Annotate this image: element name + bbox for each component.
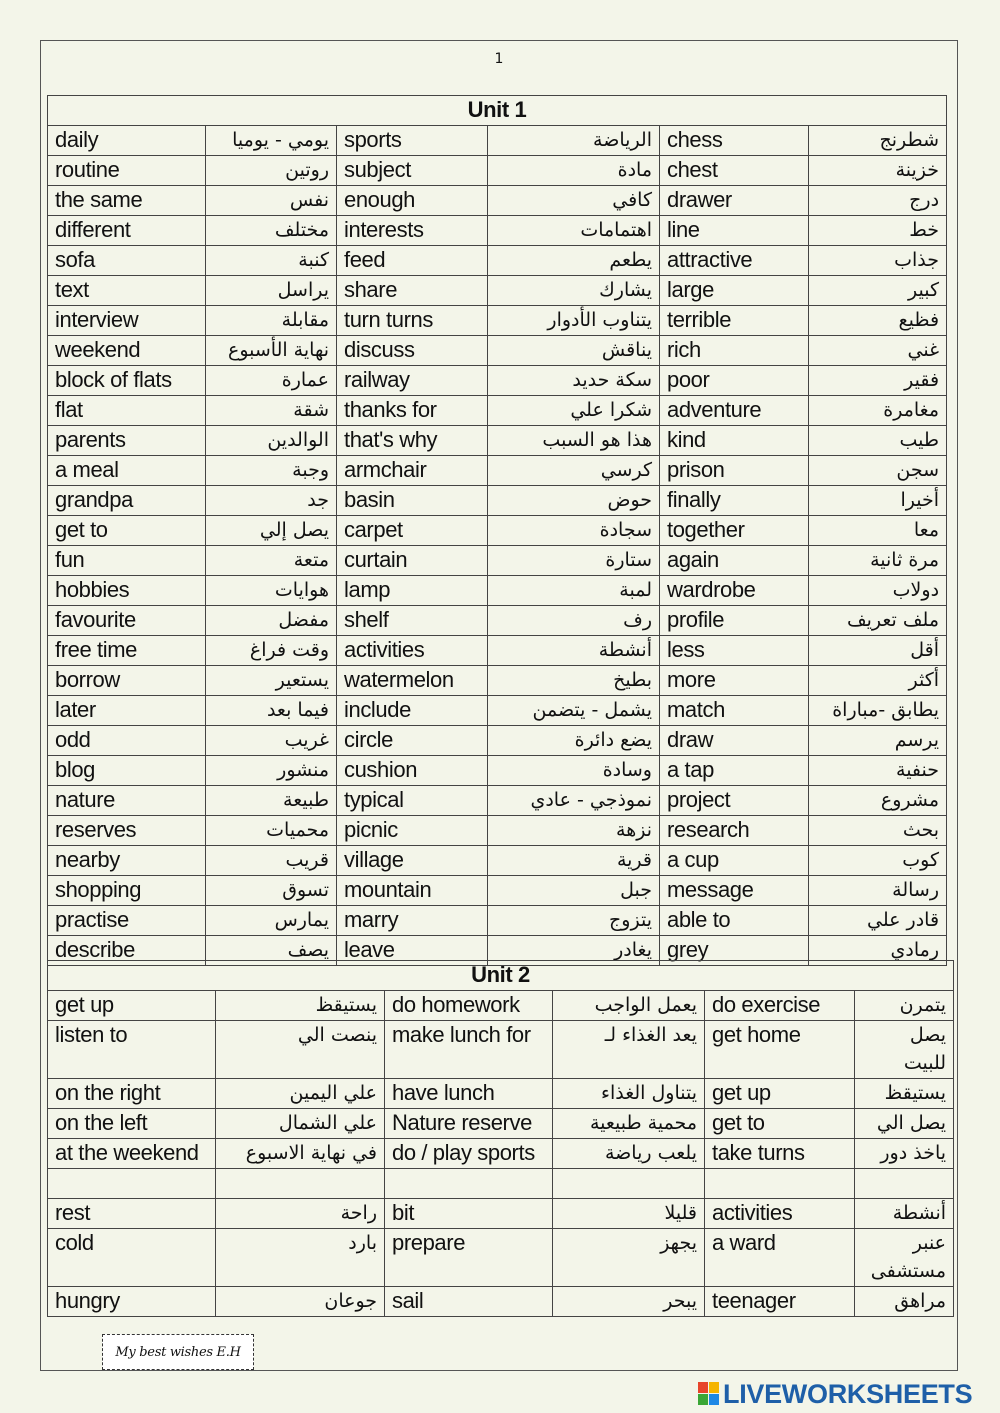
english-word-cell: picnic xyxy=(337,816,488,846)
vocab-row xyxy=(48,366,947,396)
english-word-cell: match xyxy=(660,696,809,726)
arabic-translation-cell: مغامرة xyxy=(809,396,947,426)
english-word-cell: on the left xyxy=(48,1109,216,1139)
english-word-cell: adventure xyxy=(660,396,809,426)
arabic-translation-cell: راحة xyxy=(216,1199,385,1229)
arabic-translation-cell: الرياضة xyxy=(488,126,660,156)
arabic-translation-cell: قريب xyxy=(206,846,337,876)
english-word-cell: nearby xyxy=(48,846,206,876)
vocab-row xyxy=(48,906,947,936)
english-word-cell: include xyxy=(337,696,488,726)
liveworksheets-logo-icon xyxy=(698,1382,720,1406)
english-word-cell: that's why xyxy=(337,426,488,456)
english-word-cell: daily xyxy=(48,126,206,156)
english-word-cell: subject xyxy=(337,156,488,186)
arabic-translation-cell: مراهق xyxy=(855,1287,954,1317)
english-word-cell: odd xyxy=(48,726,206,756)
english-word-cell: typical xyxy=(337,786,488,816)
english-word-cell: prison xyxy=(660,456,809,486)
english-word-cell: leave xyxy=(337,936,488,966)
english-word-cell: sail xyxy=(385,1287,553,1317)
english-word-cell: on the right xyxy=(48,1079,216,1109)
vocab-row xyxy=(48,1109,954,1139)
arabic-translation-cell: بطيخ xyxy=(488,666,660,696)
arabic-translation-cell: يعد الغذاء لـ xyxy=(553,1021,705,1079)
english-word-cell: interview xyxy=(48,306,206,336)
arabic-translation-cell: كنبة xyxy=(206,246,337,276)
arabic-translation-cell: كافي xyxy=(488,186,660,216)
arabic-translation-cell: شكرا علي xyxy=(488,396,660,426)
english-word-cell: line xyxy=(660,216,809,246)
english-word-cell: project xyxy=(660,786,809,816)
english-word-cell: a meal xyxy=(48,456,206,486)
vocab-row xyxy=(48,486,947,516)
english-word-cell: again xyxy=(660,546,809,576)
arabic-translation-cell: غني xyxy=(809,336,947,366)
arabic-translation-cell: بارد xyxy=(216,1229,385,1287)
english-word-cell: draw xyxy=(660,726,809,756)
english-word-cell: village xyxy=(337,846,488,876)
arabic-translation-cell: محمية طبيعية xyxy=(553,1109,705,1139)
vocab-row xyxy=(48,1229,954,1287)
unit1-title: Unit 1 xyxy=(48,96,947,126)
arabic-translation-cell: شقة xyxy=(206,396,337,426)
arabic-translation-cell: فيما بعد xyxy=(206,696,337,726)
arabic-translation-cell: سكة حديد xyxy=(488,366,660,396)
english-word-cell: marry xyxy=(337,906,488,936)
arabic-translation-cell: قليلا xyxy=(553,1199,705,1229)
unit2-vocab-table xyxy=(47,960,954,1317)
arabic-translation-cell: غريب xyxy=(206,726,337,756)
english-word-cell: together xyxy=(660,516,809,546)
english-word-cell: attractive xyxy=(660,246,809,276)
english-word-cell xyxy=(705,1169,855,1199)
english-word-cell: interests xyxy=(337,216,488,246)
logo-square-2 xyxy=(709,1382,719,1393)
arabic-translation-cell xyxy=(855,1169,954,1199)
english-word-cell: lamp xyxy=(337,576,488,606)
logo-square-4 xyxy=(709,1394,719,1405)
vocab-row xyxy=(48,636,947,666)
vocab-row xyxy=(48,666,947,696)
english-word-cell: drawer xyxy=(660,186,809,216)
english-word-cell: cushion xyxy=(337,756,488,786)
logo-square-3 xyxy=(698,1394,708,1405)
arabic-translation-cell: يمارس xyxy=(206,906,337,936)
english-word-cell: the same xyxy=(48,186,206,216)
english-word-cell: parents xyxy=(48,426,206,456)
english-word-cell: rich xyxy=(660,336,809,366)
english-word-cell: do homework xyxy=(385,991,553,1021)
page-number: 1 xyxy=(494,51,504,67)
english-word-cell: fun xyxy=(48,546,206,576)
arabic-translation-cell: طبيعة xyxy=(206,786,337,816)
english-word-cell: block of flats xyxy=(48,366,206,396)
english-word-cell: mountain xyxy=(337,876,488,906)
arabic-translation-cell: أكثر xyxy=(809,666,947,696)
arabic-translation-cell: كوب xyxy=(809,846,947,876)
arabic-translation-cell: يتمرن xyxy=(855,991,954,1021)
english-word-cell: share xyxy=(337,276,488,306)
arabic-translation-cell: هوايات xyxy=(206,576,337,606)
arabic-translation-cell: يطعم xyxy=(488,246,660,276)
english-word-cell: basin xyxy=(337,486,488,516)
arabic-translation-cell: علي اليمين xyxy=(216,1079,385,1109)
english-word-cell: get to xyxy=(705,1109,855,1139)
english-word-cell: discuss xyxy=(337,336,488,366)
arabic-translation-cell: يعمل الواجب xyxy=(553,991,705,1021)
logo-square-1 xyxy=(698,1382,708,1393)
english-word-cell: flat xyxy=(48,396,206,426)
english-word-cell: hungry xyxy=(48,1287,216,1317)
arabic-translation-cell: مختلف xyxy=(206,216,337,246)
arabic-translation-cell: وسادة xyxy=(488,756,660,786)
english-word-cell: listen to xyxy=(48,1021,216,1079)
arabic-translation-cell: يشارك xyxy=(488,276,660,306)
english-word-cell: feed xyxy=(337,246,488,276)
english-word-cell: terrible xyxy=(660,306,809,336)
arabic-translation-cell: طيب xyxy=(809,426,947,456)
arabic-translation-cell: يومي - يوميا xyxy=(206,126,337,156)
arabic-translation-cell: جبل xyxy=(488,876,660,906)
arabic-translation-cell: يصل للبيت xyxy=(855,1021,954,1079)
arabic-translation-cell: كرسي xyxy=(488,456,660,486)
arabic-translation-cell: حوض xyxy=(488,486,660,516)
english-word-cell: turn turns xyxy=(337,306,488,336)
arabic-translation-cell: نفس xyxy=(206,186,337,216)
vocab-row xyxy=(48,276,947,306)
unit1-vocab-table xyxy=(47,95,947,966)
arabic-translation-cell: نموذجي - عادي xyxy=(488,786,660,816)
vocab-row xyxy=(48,576,947,606)
vocab-row xyxy=(48,991,954,1021)
english-word-cell: watermelon xyxy=(337,666,488,696)
english-word-cell: hobbies xyxy=(48,576,206,606)
arabic-translation-cell: بحث xyxy=(809,816,947,846)
arabic-translation-cell: فقير xyxy=(809,366,947,396)
arabic-translation-cell: معا xyxy=(809,516,947,546)
vocab-row xyxy=(48,246,947,276)
english-word-cell: message xyxy=(660,876,809,906)
english-word-cell: finally xyxy=(660,486,809,516)
vocab-row xyxy=(48,516,947,546)
english-word-cell: research xyxy=(660,816,809,846)
english-word-cell: wardrobe xyxy=(660,576,809,606)
arabic-translation-cell: دولاب xyxy=(809,576,947,606)
english-word-cell: able to xyxy=(660,906,809,936)
arabic-translation-cell: حنفية xyxy=(809,756,947,786)
vocab-row xyxy=(48,546,947,576)
arabic-translation-cell: رسالة xyxy=(809,876,947,906)
english-word-cell: bit xyxy=(385,1199,553,1229)
english-word-cell: teenager xyxy=(705,1287,855,1317)
arabic-translation-cell: يطابق -مباراة xyxy=(809,696,947,726)
english-word-cell: a cup xyxy=(660,846,809,876)
english-word-cell: free time xyxy=(48,636,206,666)
arabic-translation-cell: يرسم xyxy=(809,726,947,756)
english-word-cell: different xyxy=(48,216,206,246)
arabic-translation-cell: رمادي xyxy=(809,936,947,966)
arabic-translation-cell: جد xyxy=(206,486,337,516)
arabic-translation-cell: في نهاية الاسبوع xyxy=(216,1139,385,1169)
arabic-translation-cell: يستعير xyxy=(206,666,337,696)
vocab-row xyxy=(48,156,947,186)
arabic-translation-cell: وجبة xyxy=(206,456,337,486)
english-word-cell: grey xyxy=(660,936,809,966)
english-word-cell xyxy=(48,1169,216,1199)
english-word-cell: less xyxy=(660,636,809,666)
english-word-cell: chess xyxy=(660,126,809,156)
english-word-cell: railway xyxy=(337,366,488,396)
arabic-translation-cell: جذاب xyxy=(809,246,947,276)
english-word-cell: curtain xyxy=(337,546,488,576)
arabic-translation-cell: رف xyxy=(488,606,660,636)
english-word-cell: get up xyxy=(705,1079,855,1109)
arabic-translation-cell: يضع دائرة xyxy=(488,726,660,756)
english-word-cell: get home xyxy=(705,1021,855,1079)
arabic-translation-cell: محميات xyxy=(206,816,337,846)
vocab-row xyxy=(48,186,947,216)
english-word-cell: have lunch xyxy=(385,1079,553,1109)
arabic-translation-cell: عمارة xyxy=(206,366,337,396)
english-word-cell: shopping xyxy=(48,876,206,906)
vocab-row xyxy=(48,726,947,756)
arabic-translation-cell: يصل الي xyxy=(855,1109,954,1139)
english-word-cell xyxy=(385,1169,553,1199)
arabic-translation-cell xyxy=(553,1169,705,1199)
vocab-row xyxy=(48,426,947,456)
arabic-translation-cell: قرية xyxy=(488,846,660,876)
english-word-cell: grandpa xyxy=(48,486,206,516)
arabic-translation-cell: منشور xyxy=(206,756,337,786)
vocab-row xyxy=(48,1287,954,1317)
arabic-translation-cell: وقت فراغ xyxy=(206,636,337,666)
english-word-cell: later xyxy=(48,696,206,726)
vocab-row xyxy=(48,306,947,336)
arabic-translation-cell: أخيرا xyxy=(809,486,947,516)
arabic-translation-cell: مرة ثانية xyxy=(809,546,947,576)
arabic-translation-cell: ستارة xyxy=(488,546,660,576)
english-word-cell: enough xyxy=(337,186,488,216)
arabic-translation-cell: مشروع xyxy=(809,786,947,816)
english-word-cell: kind xyxy=(660,426,809,456)
vocab-row xyxy=(48,1139,954,1169)
vocab-row xyxy=(48,1021,954,1079)
vocab-row xyxy=(48,696,947,726)
arabic-translation-cell: لمبة xyxy=(488,576,660,606)
arabic-translation-cell: فظيع xyxy=(809,306,947,336)
vocab-row xyxy=(48,786,947,816)
english-word-cell: activities xyxy=(705,1199,855,1229)
english-word-cell: practise xyxy=(48,906,206,936)
vocab-row xyxy=(48,606,947,636)
english-word-cell: armchair xyxy=(337,456,488,486)
arabic-translation-cell: أنشطة xyxy=(488,636,660,666)
arabic-translation-cell: علي الشمال xyxy=(216,1109,385,1139)
arabic-translation-cell: سجادة xyxy=(488,516,660,546)
english-word-cell: weekend xyxy=(48,336,206,366)
arabic-translation-cell: جوعان xyxy=(216,1287,385,1317)
english-word-cell: nature xyxy=(48,786,206,816)
english-word-cell: shelf xyxy=(337,606,488,636)
vocab-row xyxy=(48,1169,954,1199)
worksheet-page xyxy=(40,40,958,1371)
arabic-translation-cell xyxy=(216,1169,385,1199)
arabic-translation-cell: يراسل xyxy=(206,276,337,306)
arabic-translation-cell: مقابلة xyxy=(206,306,337,336)
english-word-cell: get up xyxy=(48,991,216,1021)
arabic-translation-cell: يستيقظ xyxy=(216,991,385,1021)
english-word-cell: a tap xyxy=(660,756,809,786)
arabic-translation-cell: قادر علي xyxy=(809,906,947,936)
english-word-cell: routine xyxy=(48,156,206,186)
arabic-translation-cell: نزهة xyxy=(488,816,660,846)
signature-stamp: My best wishes E.H xyxy=(102,1334,254,1370)
english-word-cell: thanks for xyxy=(337,396,488,426)
english-word-cell: do exercise xyxy=(705,991,855,1021)
arabic-translation-cell: نهاية الأسبوع xyxy=(206,336,337,366)
english-word-cell: favourite xyxy=(48,606,206,636)
arabic-translation-cell: اهتمامات xyxy=(488,216,660,246)
arabic-translation-cell: يصف xyxy=(206,936,337,966)
arabic-translation-cell: مادة xyxy=(488,156,660,186)
english-word-cell: circle xyxy=(337,726,488,756)
arabic-translation-cell: يتزوج xyxy=(488,906,660,936)
arabic-translation-cell: يشمل - يتضمن xyxy=(488,696,660,726)
english-word-cell: activities xyxy=(337,636,488,666)
english-word-cell: prepare xyxy=(385,1229,553,1287)
arabic-translation-cell: عنبر مستشفى xyxy=(855,1229,954,1287)
arabic-translation-cell: يصل إلي xyxy=(206,516,337,546)
arabic-translation-cell: شطرنج xyxy=(809,126,947,156)
unit2-title: Unit 2 xyxy=(48,961,954,991)
english-word-cell: get to xyxy=(48,516,206,546)
arabic-translation-cell: خزينة xyxy=(809,156,947,186)
english-word-cell: text xyxy=(48,276,206,306)
english-word-cell: poor xyxy=(660,366,809,396)
english-word-cell: large xyxy=(660,276,809,306)
english-word-cell: a ward xyxy=(705,1229,855,1287)
arabic-translation-cell: هذا هو السبب xyxy=(488,426,660,456)
arabic-translation-cell: يلعب رياضة xyxy=(553,1139,705,1169)
vocab-row xyxy=(48,876,947,906)
arabic-translation-cell: الوالدين xyxy=(206,426,337,456)
arabic-translation-cell: سجن xyxy=(809,456,947,486)
english-word-cell: profile xyxy=(660,606,809,636)
english-word-cell: blog xyxy=(48,756,206,786)
vocab-row xyxy=(48,756,947,786)
english-word-cell: carpet xyxy=(337,516,488,546)
english-word-cell: make lunch for xyxy=(385,1021,553,1079)
vocab-row xyxy=(48,846,947,876)
vocab-row xyxy=(48,216,947,246)
arabic-translation-cell: يتناوب الأدوار xyxy=(488,306,660,336)
arabic-translation-cell: متعة xyxy=(206,546,337,576)
vocab-row xyxy=(48,396,947,426)
arabic-translation-cell: يغادر xyxy=(488,936,660,966)
english-word-cell: do / play sports xyxy=(385,1139,553,1169)
arabic-translation-cell: ينصت الي xyxy=(216,1021,385,1079)
english-word-cell: more xyxy=(660,666,809,696)
vocab-row xyxy=(48,1199,954,1229)
english-word-cell: describe xyxy=(48,936,206,966)
english-word-cell: take turns xyxy=(705,1139,855,1169)
arabic-translation-cell: يناقش xyxy=(488,336,660,366)
arabic-translation-cell: أقل xyxy=(809,636,947,666)
english-word-cell: Nature reserve xyxy=(385,1109,553,1139)
arabic-translation-cell: يبحر xyxy=(553,1287,705,1317)
liveworksheets-wordmark: LIVEWORKSHEETS xyxy=(723,1378,973,1409)
arabic-translation-cell: يستيقظ xyxy=(855,1079,954,1109)
arabic-translation-cell: كبير xyxy=(809,276,947,306)
arabic-translation-cell: مفضل xyxy=(206,606,337,636)
english-word-cell: chest xyxy=(660,156,809,186)
english-word-cell: cold xyxy=(48,1229,216,1287)
english-word-cell: reserves xyxy=(48,816,206,846)
arabic-translation-cell: خط xyxy=(809,216,947,246)
english-word-cell: borrow xyxy=(48,666,206,696)
arabic-translation-cell: يجهز xyxy=(553,1229,705,1287)
arabic-translation-cell: يتناول الغذاء xyxy=(553,1079,705,1109)
arabic-translation-cell: درج xyxy=(809,186,947,216)
arabic-translation-cell: روتين xyxy=(206,156,337,186)
arabic-translation-cell: تسوق xyxy=(206,876,337,906)
arabic-translation-cell: أنشطة xyxy=(855,1199,954,1229)
vocab-row xyxy=(48,126,947,156)
arabic-translation-cell: ياخذ دور xyxy=(855,1139,954,1169)
english-word-cell: sports xyxy=(337,126,488,156)
vocab-row xyxy=(48,336,947,366)
vocab-row xyxy=(48,456,947,486)
arabic-translation-cell: ملف تعريف xyxy=(809,606,947,636)
liveworksheets-brand[interactable] xyxy=(698,1377,972,1411)
english-word-cell: sofa xyxy=(48,246,206,276)
vocab-row xyxy=(48,816,947,846)
english-word-cell: rest xyxy=(48,1199,216,1229)
english-word-cell: at the weekend xyxy=(48,1139,216,1169)
vocab-row xyxy=(48,1079,954,1109)
